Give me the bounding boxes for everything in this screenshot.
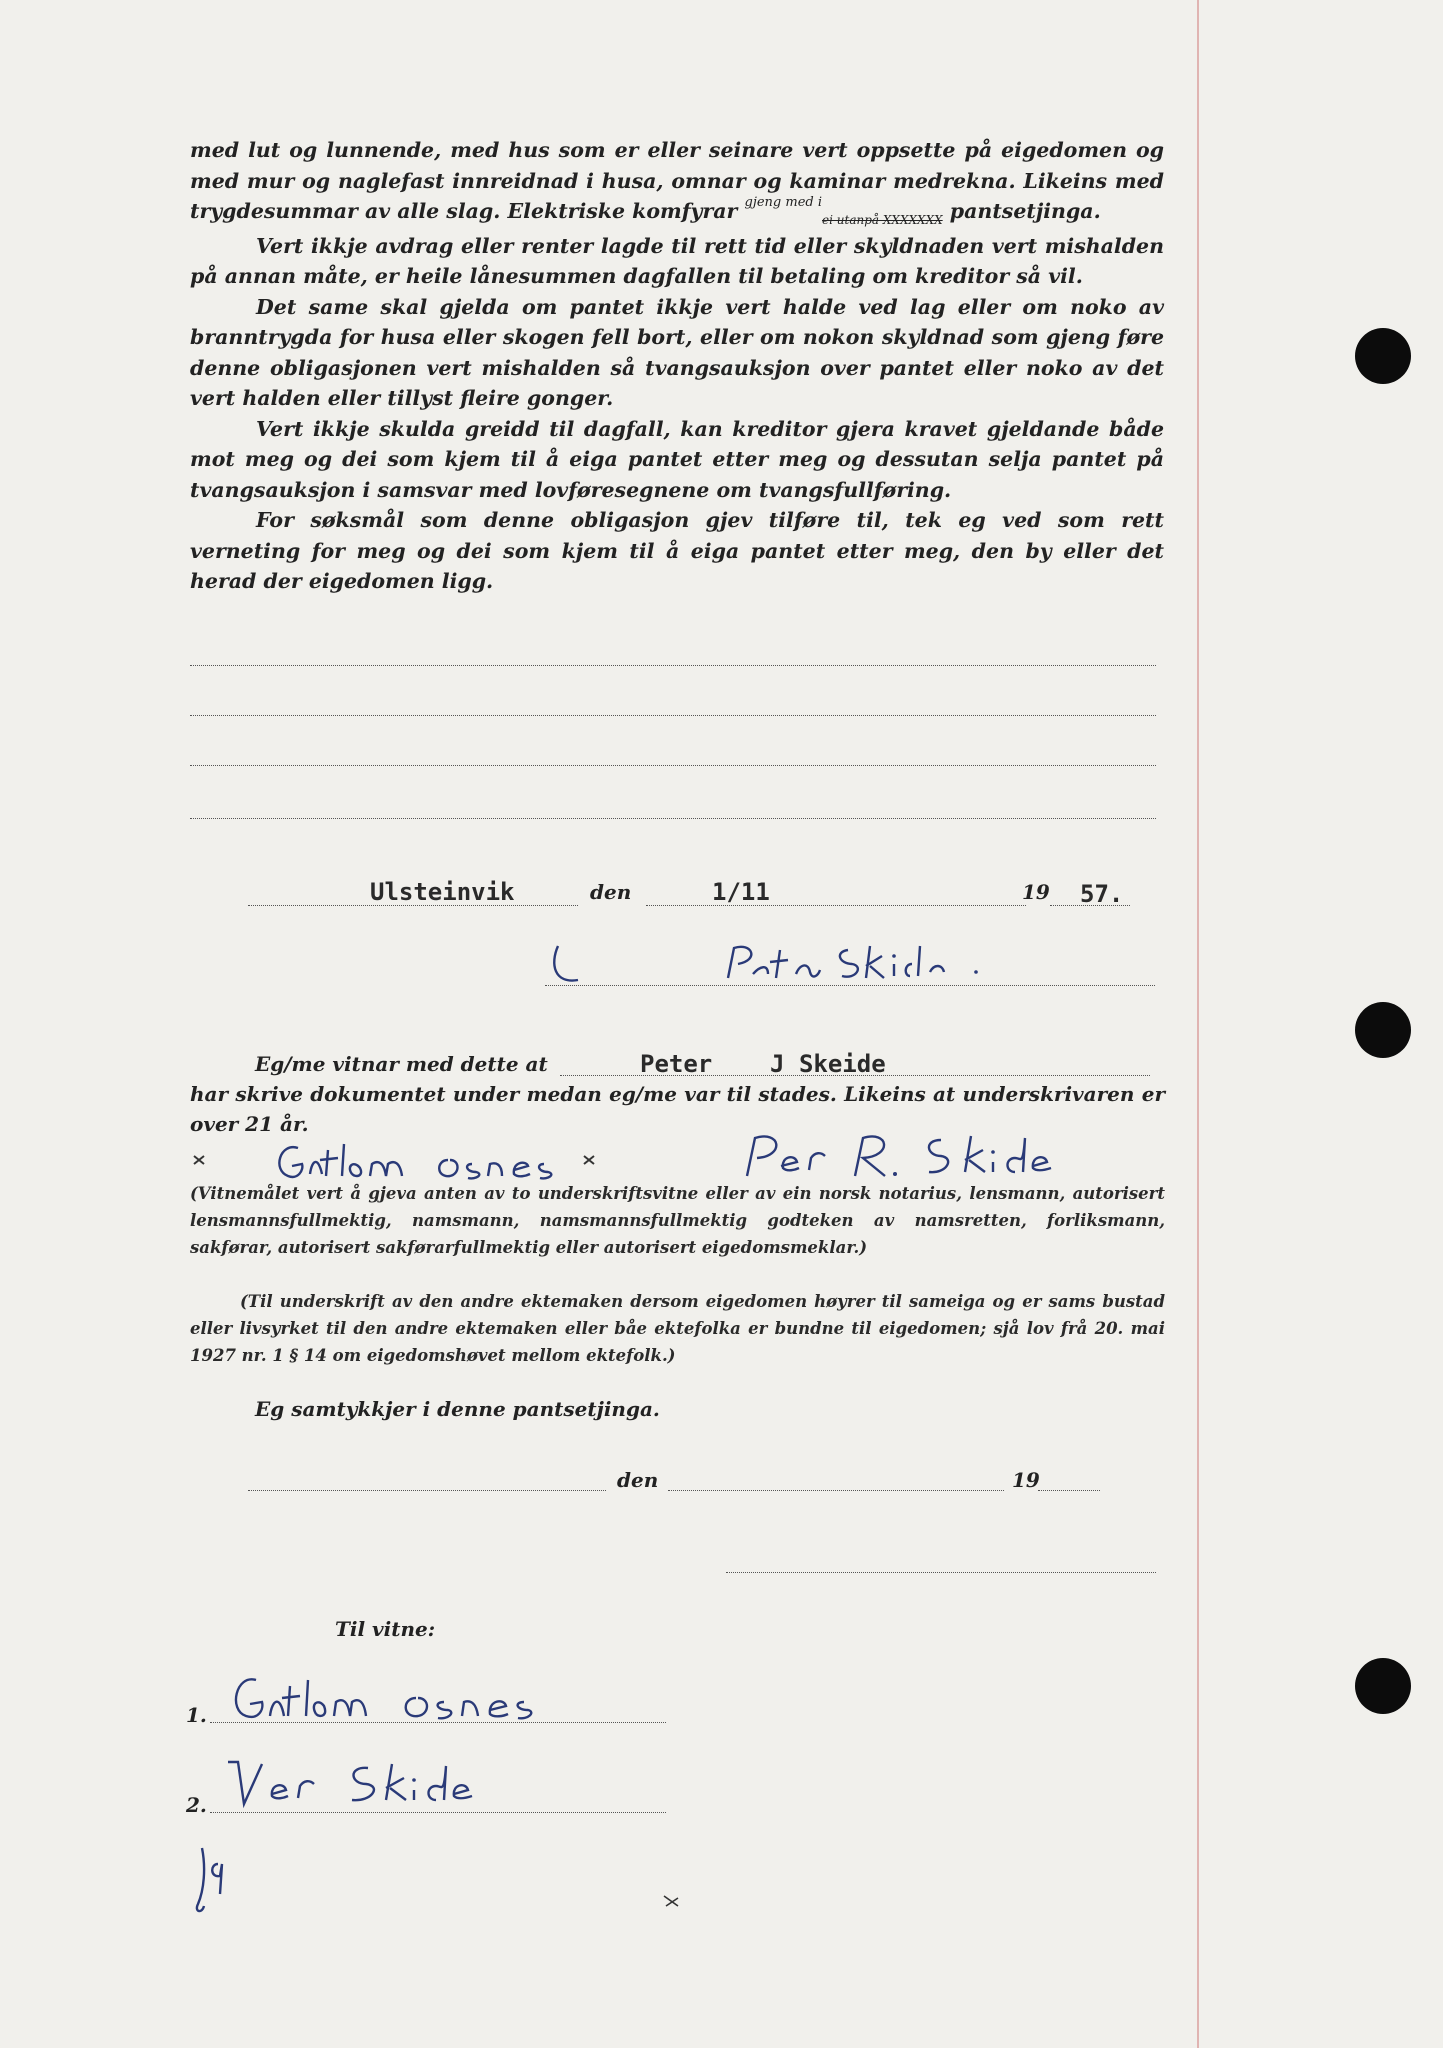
place: Ulsteinvik <box>370 878 515 906</box>
punch-hole <box>1355 328 1411 384</box>
punch-hole <box>1355 1658 1411 1714</box>
blank-line <box>190 818 1156 819</box>
consent-year: 19 <box>1012 1468 1040 1492</box>
consent-place-line <box>248 1490 606 1491</box>
spouse-note: (Til underskrift av den andre ektemaken dersom eigedomen høyrer til sameiga og er sams bustad eller livsyrket til den andre ektemaken eller båe ektefolka er bundne til eigedomen; sjå lov frå 20. mai 1927 nr. 1 § 14 om eigedomshøvet mellom ektefolk.) <box>190 1292 1165 1365</box>
initials <box>190 1838 260 1918</box>
paragraph: Vert ikkje skulda greidd til dagfall, kan kreditor gjera kravet gjeldande både mot meg og dei som kjem til å eiga pantet etter meg og dessutan selja pantet på tvangsauksjon i samsvar med lovføresegnene om tvangsfullføring. <box>190 416 1164 502</box>
til-vitne-signature-1 <box>226 1664 606 1728</box>
witness-number: 1. <box>186 1703 207 1727</box>
paragraph: For søksmål som denne obligasjon gjev tilføre til, tek eg ved som rett verneting for meg og dei som kjem til å eiga pantet etter meg, den by eller det herad der eigedomen ligg. <box>190 508 1164 593</box>
blank-line <box>190 765 1156 766</box>
paragraph: Vert ikkje avdrag eller renter lagde til rett tid eller skyldnaden vert mishalden på annan måte, er heile lånesummen dagfallen til betaling om kreditor så vil. <box>190 233 1164 288</box>
signature-line <box>545 985 1155 986</box>
struck-text: ei utanpå XXXXXXX <box>822 213 943 227</box>
witness-signature-2 <box>735 1122 1095 1188</box>
stray-mark <box>660 1892 684 1912</box>
punch-hole <box>1355 1002 1411 1058</box>
consent-date-line <box>668 1490 1004 1491</box>
date-line <box>646 905 1026 906</box>
body-text <box>190 135 1164 597</box>
year-prefix: 19 <box>1022 880 1050 904</box>
witness-prefix: Eg/me vitnar med dette at <box>255 1052 548 1076</box>
signer-signature <box>548 930 1008 1000</box>
paragraph: med lut og lunnende, med hus som er eller seinare vert oppsette på eigedomen og med mur og naglefast innreidnad i husa, omnar og kaminar medrekna. Likeins med trygdesummar av alle slag. Elektriske komfyrar $^{gjeng med i}_{ei utanpå XXXXXXX}$ pantsetjinga. <box>190 138 1164 227</box>
insert-above: gjeng med i <box>744 195 823 210</box>
consent-den: den <box>617 1468 659 1492</box>
date: 1/11 <box>712 878 770 906</box>
witness-line3: over 21 år. <box>190 1112 309 1136</box>
witness-number: 2. <box>186 1793 207 1817</box>
year: 57. <box>1080 880 1124 908</box>
til-vitne-label: Til vitne: <box>335 1617 436 1641</box>
consent-signature-line <box>726 1572 1156 1573</box>
consent-year-line <box>1038 1490 1100 1491</box>
blank-line <box>190 665 1156 666</box>
til-vitne-signature-2 <box>222 1752 522 1816</box>
den-label: den <box>590 880 632 904</box>
witness-line2: har skrive dokumentet under medan eg/me var til stades. Likeins at underskrivaren er <box>190 1082 1165 1106</box>
blank-line <box>190 715 1156 716</box>
consent-text: Eg samtykkjer i denne pantsetjinga. <box>255 1397 660 1421</box>
paragraph: Det same skal gjelda om pantet ikkje vert halde ved lag eller om noko av branntrygda for husa eller skogen fell bort, eller om nokon skyldnad som gjeng føre denne obligasjonen vert mishalden så tvangsauksjon over pantet eller noko av det vert halden eller tillyst fleire gonger. <box>190 294 1164 410</box>
witness-name: Peter J Skeide <box>640 1050 886 1078</box>
margin-line <box>1197 0 1199 2048</box>
witness-note: (Vitnemålet vert å gjeva anten av to underskriftsvitne eller av ein norsk notarius, lensmann, autorisert lensmannsfullmektig, namsmann, namsmannsfullmektig godteken av namsretten, forliksmann, sakførar, autorisert sakførarfullmektig eller autorisert eigedomsmeklar.) <box>190 1184 1165 1257</box>
